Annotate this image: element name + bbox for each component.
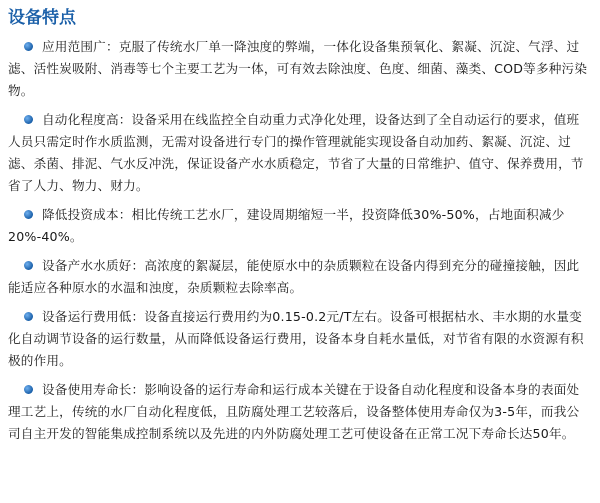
feature-item-lower-investment <box>8 204 592 248</box>
blue-dot-bullet-icon <box>24 210 33 219</box>
feature-text: 设备运行费用低：设备直接运行费用约为0.15-0.2元/T左右。设备可根据枯水、丰水期的水量变化自动调节设备的运行数量，从而降低设备运行费用，设备本身自耗水量低，对节省有限的水资源有积极的作用。 <box>8 309 584 368</box>
feature-text: 设备产水水质好：高浓度的絮凝层，能使原水中的杂质颗粒在设备内得到充分的碰撞接触，因此能适应各种原水的水温和浊度，杂质颗粒去除率高。 <box>8 258 580 295</box>
section-title: 设备特点 <box>8 8 76 28</box>
feature-item-water-quality <box>8 255 592 299</box>
feature-text: 应用范围广：克服了传统水厂单一降浊度的弊端，一体化设备集预氧化、絮凝、沉淀、气浮、过滤、活性炭吸附、消毒等七个主要工艺为一体，可有效去除浊度、色度、细菌、藻类、COD等多种污染物。 <box>8 39 588 98</box>
feature-text: 降低投资成本：相比传统工艺水厂，建设周期缩短一半，投资降低30%-50%，占地面积减少20%-40%。 <box>8 207 565 244</box>
blue-dot-bullet-icon <box>24 42 33 51</box>
feature-item-wide-application <box>8 36 592 102</box>
blue-dot-bullet-icon <box>24 385 33 394</box>
blue-dot-bullet-icon <box>24 312 33 321</box>
feature-item-long-service-life <box>8 379 592 445</box>
feature-item-high-automation <box>8 109 592 197</box>
feature-text: 设备使用寿命长：影响设备的运行寿命和运行成本关键在于设备自动化程度和设备本身的表面处理工艺上，传统的水厂自动化程度低，且防腐处理工艺较落后，设备整体使用寿命仅为3-5年，而我公司自主开发的智能集成控制系统以及先进的内外防腐处理工艺可使设备在正常工况下寿命长达50年。 <box>8 382 580 441</box>
feature-item-low-operating-cost <box>8 306 592 372</box>
blue-dot-bullet-icon <box>24 261 33 270</box>
feature-text: 自动化程度高：设备采用在线监控全自动重力式净化处理，设备达到了全自动运行的要求，值班人员只需定时作水质监测，无需对设备进行专门的操作管理就能实现设备自动加药、絮凝、沉淀、过滤、杀菌、排泥、气水反冲洗，保证设备产水水质稳定，节省了大量的日常维护、值守、保养费用，节省了人力、物力、财力。 <box>8 112 584 193</box>
blue-dot-bullet-icon <box>24 115 33 124</box>
